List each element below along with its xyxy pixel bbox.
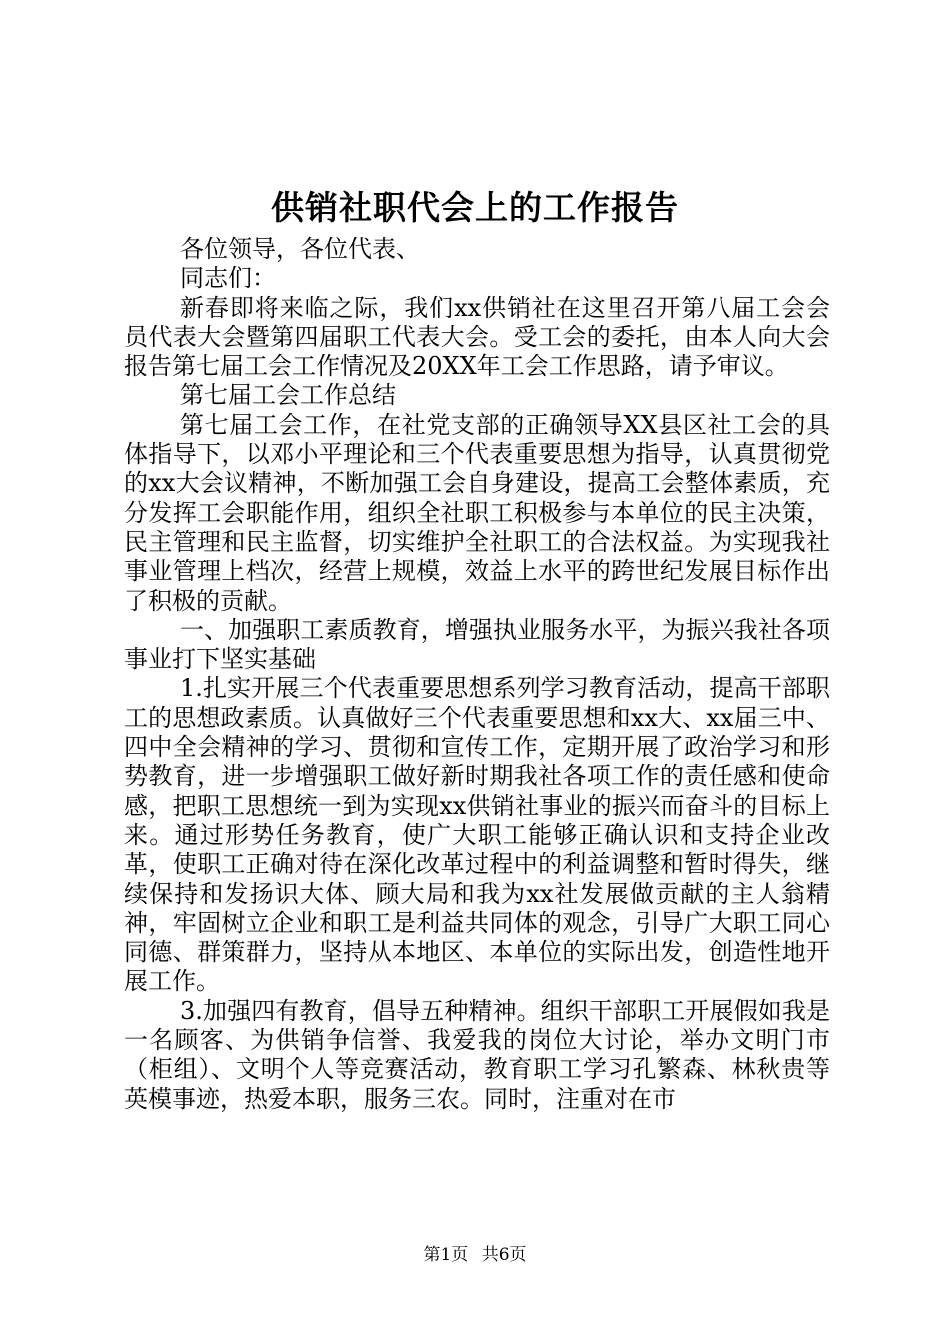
page-footer — [0, 1244, 950, 1266]
salutation-line-2: 同志们： — [180, 264, 276, 293]
section-heading-summary: 第七届工会工作总结 — [180, 381, 396, 410]
page-total: 共6页 — [481, 1245, 527, 1265]
salutation-line-1: 各位领导，各位代表、 — [180, 235, 420, 263]
paragraph-item-3: 3.加强四有教育，倡导五种精神。组织干部职工开展假如我是一名顾客、为供销争信誉、我爱我的岗位大讨论，举办文明门市（柜组）、文明个人等竞赛活动，教育职工学习孔繁森、林秋贵等英模事迹，热爱本职，服务三农。同时，注重对在市 — [124, 996, 830, 1113]
document-title: 供销社职代会上的工作报告 — [271, 188, 679, 227]
paragraph-item-1: 1.扎实开展三个代表重要思想系列学习教育活动，提高干部职工的思想政素质。认真做好三个代表重要思想和xx大、xx届三中、四中全会精神的学习、贯彻和宣传工作，定期开展了政治学习和形势教育，进一步增强职工做好新时期我社各项工作的责任感和使命感，把职工思想统一到为实现xx供销社事业的振兴而奋斗的目标上来。通过形势任务教育，使广大职工能够正确认识和支持企业改革，使职工正确对待在深化改革过程中的利益调整和暂时得失，继续保持和发扬识大体、顾大局和我为xx社发展做贡献的主人翁精神，牢固树立企业和职工是利益共同体的观念，引导广大职工同心同德、群策群力，坚持从本地区、本单位的实际出发，创造性地开展工作。 — [124, 674, 830, 996]
page-number: 第1页 — [423, 1245, 469, 1265]
paragraph-summary: 第七届工会工作，在社党支部的正确领导XX县区社工会的具体指导下，以邓小平理论和三个代表重要思想为指导，认真贯彻党的xx大会议精神，不断加强工会自身建设，提高工会整体素质，充分发挥工会职能作用，组织全社职工积极参与本单位的民主决策，民主管理和民主监督，切实维护全社职工的合法权益。为实现我社事业管理上档次，经营上规模，效益上水平的跨世纪发展目标作出了积极的贡献。 — [124, 410, 830, 615]
document-body — [124, 235, 830, 1114]
section-heading-one: 一、加强职工素质教育，增强执业服务水平，为振兴我社各项事业打下坚实基础 — [124, 615, 830, 674]
paragraph-intro: 新春即将来临之际，我们xx供销社在这里召开第八届工会会员代表大会暨第四届职工代表大会。受工会的委托，由本人向大会报告第七届工会工作情况及20XX年工会工作思路，请予审议。 — [124, 293, 830, 381]
